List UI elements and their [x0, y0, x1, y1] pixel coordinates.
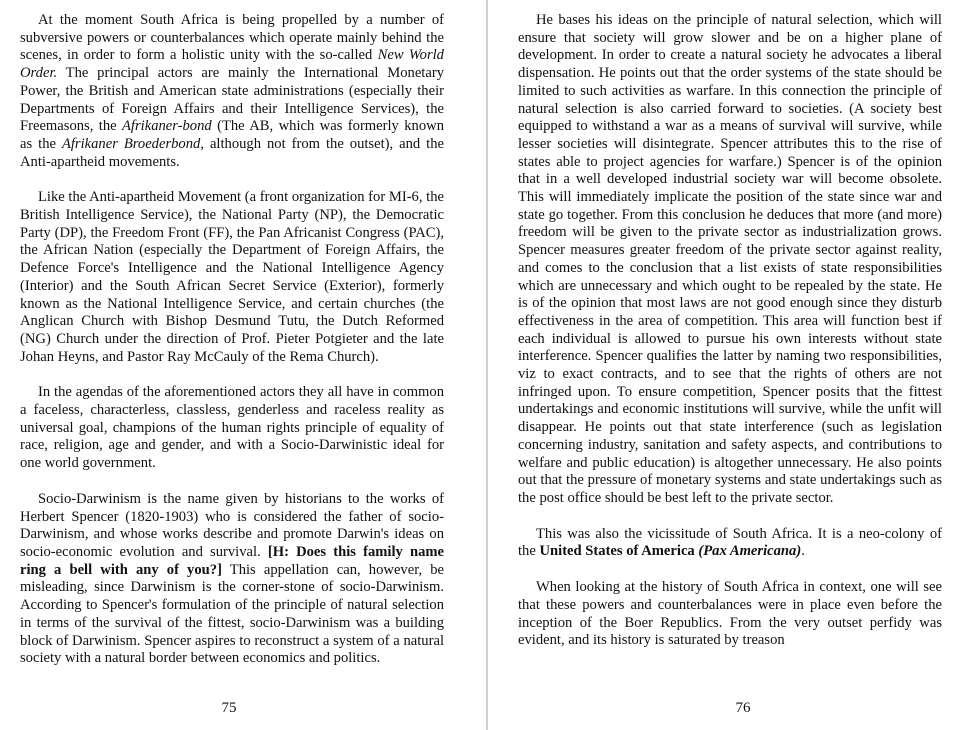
left-page-text	[20, 12, 444, 686]
paragraph: Like the Anti-apartheid Movement (a front organization for MI-6, the British Intelligence Service), the National Party (NP), the Democratic Party (DP), the Freedom Front (FF), the Pan Africanist Congress (PAC), the African Nation (especially the Department of Foreign Affairs, the Defence Force's Intelligence and the National Intelligence Agency (Interior) and the South African Secret Service (Exterior), formerly known as the National Intelligence Service, and certain churches (the Anglican Church with Bishop Desmund Tutu, the Dutch Reformed (NG) Church under the direction of Prof. Pieter Potgieter and the late Johan Heyns, and Pastor Ray McCauly of the Rema Church).	[20, 189, 444, 365]
paragraph: Socio-Darwinism is the name given by historians to the works of Herbert Spencer (1820-1903) who is considered the father of socio-Darwinism, and whose works describe and promote Darwin's ideas on socio-economic evolution and survival. [H: Does this family name ring a bell with any of you?] This appellation can, however, be misleading, since Darwinism is the corner-stone of socio-Darwinism. According to Spencer's formulation of the principle of natural selection in terms of the survival of the fittest, socio-Darwinism was a building block of Darwinism. Spencer aspires to reconstruct a system of a natural society with a natural border between economics and politics.	[20, 490, 445, 667]
paragraph: He bases his ideas on the principle of natural selection, which will ensure that society will grow slower and be on a higher plane of development. In order to create a natural society he advocates a liberal dispensation. He points out that the order systems of the state should be limited to such activities as warfare. In this connection the principle of natural selection is also carried forward to societies. (A society best equipped to withstand a war as a means of survival will survive, while lesser societies will disintegrate. Spencer attributes this to the rise of states able to project agencies for warfare.) Spencer is of the opinion that in a well developed industrial society war will become obsolete. This will immediately implicate the position of the state since war and state go together. From this conclusion he deduces that more (and more) freedom will be given to the private sector as industrialization grows. Spencer measures greater freedom of the private sector against reality, and comes to the conclusion that a list exists of state responsibilities which are unnecessary and which ought to be repealed by the state. He is of the opinion that most laws are not good enough since they disturb effectiveness in the area of competition. This area will function best if each individual is allowed to pursue his own interests without state interference. Spencer qualifies the latter by naming two responsibilities, viz to exact contracts, and to see that the rights of others are not infringed upon. To ensure competition, Spencer posits that the fittest undertakings and economic institutions will survive, while the unfit will disappear. He points out that state interference (such as legislation concerning industry, sanitation and safety aspects, and contributions to welfare and public education) is altogether unnecessary. He also points out that the pressure of monetary systems and state undertakings such as the post office should be best left to the private sector.	[518, 12, 942, 506]
paragraph: At the moment South Africa is being propelled by a number of subversive powers or counterbalances which operate mainly behind the scenes, in order to form a holistic unity with the so-called New World Order. The principal actors are mainly the International Monetary Power, the British and American state administrations (especially their Departments of Foreign Affairs and their Intelligence Services), the Freemasons, the Afrikaner-bond (The AB, which was formerly known as the Afrikaner Broederbond, although not from the outset), and the Anti-apartheid movements.	[20, 12, 444, 170]
paragraph: This was also the vicissitude of South Africa. It is a neo-colony of the United States of America (Pax Americana).	[518, 525, 942, 560]
page-number: 76	[735, 700, 751, 716]
left-page	[0, 0, 486, 730]
editor-note: [H: Does this family name ring a bell with any of you?]	[20, 543, 444, 578]
page-number: 75	[221, 700, 237, 716]
paragraph: In the agendas of the aforementioned actors they all have in common a faceless, characterless, classless, genderless and raceless reality as universal goal, champions of the human rights principle of equality of race, religion, age and gender, and with a Socio-Darwinistic ideal for one world government.	[20, 384, 444, 472]
paragraph: When looking at the history of South Africa in context, one will see that these powers and counterbalances were in place even before the inception of the Boer Republics. From the very outset perfidy was evident, and its history is saturated by treason	[518, 579, 942, 649]
right-page-text	[518, 12, 942, 668]
right-page	[488, 0, 974, 730]
